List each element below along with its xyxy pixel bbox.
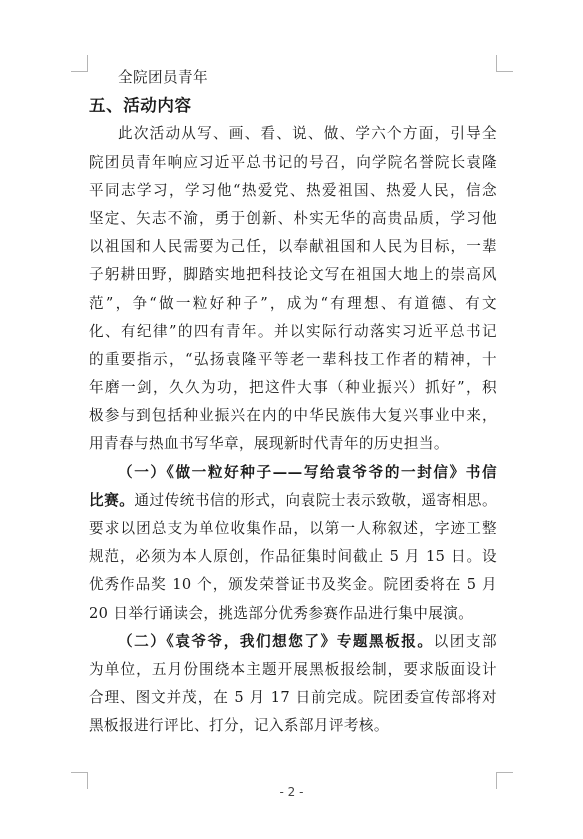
crop-mark-top-left [71,55,88,72]
section-heading: 五、活动内容 [89,96,192,116]
text-line: 范”，争“做一粒好种子”，成为“有理想、有道德、有文 [89,294,497,312]
subsection-title: （二）《袁爷爷，我们想您了》专题黑板报。以团支部 [118,632,497,650]
text-line: 院团员青年响应习近平总书记的号召，向学院名誉院长袁隆 [89,153,497,171]
text-line: 为单位，五月份围绕本主题开展黑板报绘制，要求版面设计 [89,660,497,678]
text-line: 合理、图文并茂，在 5 月 17 日前完成。院团委宣传部将对 [89,689,497,707]
text-line: 年磨一剑，久久为功，把这件大事（种业振兴）抓好”，积 [89,379,497,397]
crop-mark-top-right [496,55,513,72]
text-line: 规范，必须为本人原创，作品征集时间截止 5 月 15 日。设 [89,548,497,566]
page-number: - 2 - [279,785,304,799]
text-line: 此次活动从写、画、看、说、做、学六个方面，引导全 [118,125,497,143]
text-line: 优秀作品奖 10 个，颁发荣誉证书及奖金。院团委将在 5 月 [89,576,497,594]
text-line: 化、有纪律”的四有青年。并以实际行动落实习近平总书记 [89,322,497,340]
text-line: 20 日举行诵读会，挑选部分优秀参赛作品进行集中展演。 [89,604,474,622]
text-line: 的重要指示，“弘扬袁隆平等老一辈科技工作者的精神，十 [89,350,497,368]
text-line: 全院团员青年 [118,69,208,86]
text-line: 黑板报进行评比、打分，记入系部月评考核。 [89,717,389,735]
text-line: 比赛。通过传统书信的形式，向袁院士表示致敬，遥寄相思。 [89,491,497,509]
document-body [89,64,497,741]
text-line: 以祖国和人民需要为己任，以奉献祖国和人民为目标，一辈 [89,238,497,256]
text-line: 平同志学习，学习他“热爱党、热爱祖国、热爱人民，信念 [89,181,497,199]
text-line: 极参与到包括种业振兴在内的中华民族伟大复兴事业中来， [89,407,497,425]
text-line: 坚定、矢志不渝，勇于创新、朴实无华的高贵品质，学习他 [89,209,497,227]
text-line: 子躬耕田野，脚踏实地把科技论文写在祖国大地上的崇高风 [89,266,497,284]
subsection-title: （一）《做一粒好种子——写给袁爷爷的一封信》书信 [118,463,497,481]
text-line: 要求以团总支为单位收集作品，以第一人称叙述，字迹工整 [89,520,497,537]
text-line: 用青春与热血书写华章，展现新时代青年的历史担当。 [89,435,449,453]
